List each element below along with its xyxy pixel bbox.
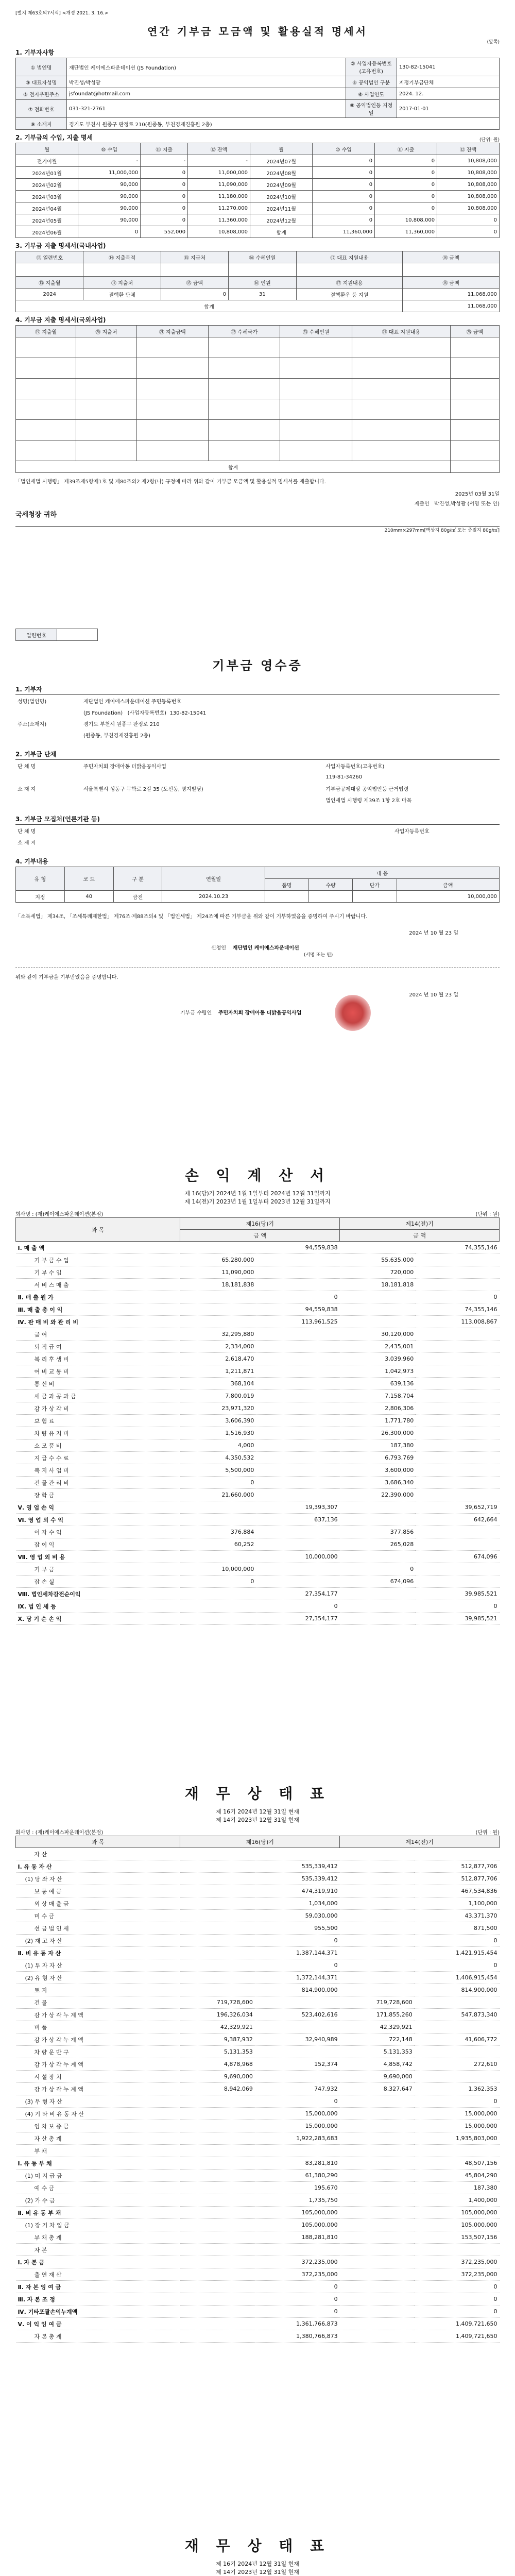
s2-row: 2024년01월 11,000,000 0 11,000,000 2024년08월 0 0 10,808,000 <box>16 167 500 179</box>
statement-row: Ⅵ. 영 업 외 수 익 637,136 642,664 <box>16 1514 500 1526</box>
official-seal-stamp <box>335 995 371 1031</box>
recipient-office: 국세청장 귀하 <box>15 511 57 519</box>
domestic-expense-table: ⑬ 일련번호 ⑭ 지출목적 ⑮ 지급처 ⑯ 수혜인원 ⑰ 대표 지원내용 ⑱ 금액 ⑬ 지출월 ⑭ 지출처 ⑮ 금액 ⑯ 인원 ⑰ 지원내용 ⑱ 금액 2024 결핵환 단체 0 31 결핵환우 등 지원 11,068,000 합계 11,068,000 <box>15 251 500 312</box>
s2-header-cell: ⑩ 수입 <box>313 143 375 155</box>
statement-row: (2) 유 형 자 산 1,372,144,371 1,406,915,454 <box>16 1972 500 1984</box>
statement-row: (1) 장 기 차 입 금 105,000,000 105,000,000 <box>16 2219 500 2231</box>
receipt-title: 기부금 영수증 <box>212 658 303 673</box>
section-4-title: 4. 기부금 지출 명세서(국외사업) <box>15 316 106 324</box>
statement-row: 감 가 상 각 누 계 액 196,326,034 523,402,616 171,855,260 547,873,340 <box>16 2009 500 2021</box>
income-statement-table: 과 목 제16(당)기 제14(전)기 금 액 금 액 Ⅰ. 매 출 액 94,559,838 74,355,146 기 부 금 수 입 65,280,000 55,635,000 기 부 수 입 11,090,000 720,000 서 비 스 매 출 18,181,838 18,181,818 Ⅱ. 매 출 원 가 0 0 Ⅲ. 매 출 총 이 익 94,559,838 74,355,146 Ⅳ. 판 매 비 와 관 리 비 113,961,525 113,008,867 급 여 32,295,880 30,120,000 퇴 직 급 여 2,334,000 2,435,001 복 리 후 생 비 2,618,470 3,039,960 여 비 교 통 비 1,211,871 1,042,973 통 신 비 368,104 639,136 세 금 과 공 과 금 7,800,019 7,158,704 감 가 상 각 비 23,971,320 2,806,306 보 험 료 3,606,390 1,771,780 차 량 유 지 비 1,516,930 26,300,000 소 모 품 비 4,000 187,380 지 급 수 수 료 4,350,532 6,793,769 복 지 사 업 비 5,500,000 3,600,000 건 물 관 리 비 0 3,686,340 장 학 금 21,660,000 22,390,000 Ⅴ. 영 업 손 익 19,393,307 39,652,719 Ⅵ. 영 업 외 수 익 637,136 642,664 이 자 수 익 376,884 377,856 잡 이 익 60,252 265,028 Ⅶ. 영 업 외 비 용 10,000,000 674,096 기 부 금 10,000,000 0 잡 손 실 0 674,096 Ⅷ. 법인세차감전순이익 27,354,177 39,985,521 Ⅸ. 법 인 세 등 0 0 Ⅹ. 당 기 순 손 익 27,354,177 39,985,521 <box>15 1217 500 1625</box>
statement-row: 장 학 금 21,660,000 22,390,000 <box>16 1489 500 1501</box>
receipt-fundraiser-table: 단 체 명 사업자등록번호 소 재 지 <box>18 828 430 846</box>
income-company: 회사명 : (재)케이에스파운데이션(본점) <box>15 1212 104 1217</box>
address-label: ⑨ 소재지 <box>16 118 67 130</box>
statement-row: 임 차 보 증 금 15,000,000 15,000,000 <box>16 2120 500 2132</box>
s2-row: 2024년05월 90,000 0 11,360,000 2024년12월 0 10,808,000 0 <box>16 214 500 226</box>
statement-row: 기 부 금 수 입 65,280,000 55,635,000 <box>16 1254 500 1266</box>
income-expense-table <box>15 143 500 238</box>
s2-header-cell: ⑪ 지출 <box>141 143 188 155</box>
receipt-section-4: 4. 기부내용 <box>15 858 48 865</box>
s2-header-cell: ⑩ 수입 <box>78 143 141 155</box>
statement-row: 자 산 총 계 1,922,283,683 1,935,803,000 <box>16 2132 500 2145</box>
statement-row: 시 설 장 치 9,690,000 9,690,000 <box>16 2071 500 2083</box>
statement-row: Ⅳ. 판 매 비 와 관 리 비 113,961,525 113,008,867 <box>16 1316 500 1328</box>
statement-row: 감 가 상 각 누 계 액 4,878,968 152,374 4,858,742 272,610 <box>16 2058 500 2071</box>
balance2-period-current: 제 16기 2024년 12월 31일 현재 <box>216 2561 299 2567</box>
submitter-label: 제출인 <box>414 501 430 507</box>
s2-header-cell: ⑫ 잔액 <box>437 143 500 155</box>
statement-row: 보 험 료 3,606,390 1,771,780 <box>16 1415 500 1427</box>
statement-row: (1) 당 좌 자 산 535,339,412 512,877,706 <box>16 1873 500 1885</box>
name-label: ① 법인명 <box>16 58 67 76</box>
address-value: 경기도 부천시 원종구 판정로 210(원종동, 부천경제진흥원 2층) <box>67 118 500 130</box>
statement-row: Ⅰ. 유 동 자 산 535,339,412 512,877,706 <box>16 1860 500 1873</box>
statement-row: 잡 손 실 0 674,096 <box>16 1575 500 1588</box>
statement-row: 외 상 매 출 금 1,034,000 1,100,000 <box>16 1897 500 1910</box>
bizno-label: ② 사업자등록번호(고유번호) <box>346 58 397 76</box>
statement-row: Ⅲ. 매 출 총 이 익 94,559,838 74,355,146 <box>16 1303 500 1316</box>
statement-row: 서 비 스 매 출 18,181,838 18,181,818 <box>16 1279 500 1291</box>
s2-row: 2024년03월 90,000 0 11,180,000 2024년10월 0 0 10,808,000 <box>16 191 500 202</box>
statement-row: 복 지 사 업 비 5,500,000 3,600,000 <box>16 1464 500 1477</box>
donation-content-row: 지정 40 금전 2024.10.23 10,000,000 <box>16 891 500 903</box>
statement-row: 여 비 교 통 비 1,211,871 1,042,973 <box>16 1365 500 1378</box>
s2-header-cell: ⑪ 지출 <box>375 143 437 155</box>
phone-value: 031-321-2761 <box>67 100 346 118</box>
section-1-title: 1. 기부자사항 <box>15 49 55 56</box>
s2-row: 2024년02월 90,000 0 11,090,000 2024년09월 0 0 10,808,000 <box>16 179 500 191</box>
receipt-org-table: 단 체 명 주민자치회 장애아동 더밝음공익사업 사업자등록번호(고유번호) 119-81-34260 소 재 지 서울특별시 성동구 무학로 2길 35 (도선동, 명지빌딩) 기부금공제대상 공익법인등 근거법령 법인세법 시행령 제39조 1항 2호 마목 <box>18 764 412 804</box>
income-statement-page <box>0 1154 515 1762</box>
statement-row: Ⅳ. 기타포괄손익누계액 0 0 <box>16 2306 500 2318</box>
confirm-date: 2024 년 10 월 23 일 <box>409 992 458 998</box>
submitter-value: 박진성,박성광 (서명 또는 인) <box>434 501 500 507</box>
recipient-value: 주민자치회 장애아동 더밝음공익사업 <box>218 1010 302 1016</box>
s2-row: 전기이월 - - - 2024년07월 0 0 10,808,000 <box>16 155 500 167</box>
balance-period-prior: 제 14기 2023년 12월 31일 현재 <box>216 1817 299 1823</box>
donation-content-table: 유 형 코 드 구 분 연월일 내 용 품명 수량 단가 금액 지정 40 금전 2024.10.23 10,000,000 <box>15 867 500 903</box>
statement-row: 급 여 32,295,880 30,120,000 <box>16 1328 500 1341</box>
overseas-expense-table: ⑲ 지출월 ⑳ 지출처 ㉑ 지출금액 ㉒ 수혜국가 ㉓ 수혜인원 ㉔ 대표 지원내용 ㉕ 금액 합계 <box>15 325 500 473</box>
income-period-prior: 제 14(전)기 2023년 1월 1일부터 2023년 12월 31일까지 <box>184 1198 331 1205</box>
statement-row: 자 본 총 계 1,380,766,873 1,409,721,650 <box>16 2330 500 2343</box>
applicant-value: 재단법인 케이에스파운데이션 <box>232 945 299 951</box>
statement-row: Ⅴ. 영 업 손 익 19,393,307 39,652,719 <box>16 1501 500 1514</box>
statement-row: Ⅴ. 이 익 잉 여 금 1,361,766,873 1,409,721,650 <box>16 2318 500 2330</box>
submit-date: 2025년 03월 31일 <box>455 492 500 497</box>
statement-row: 자 산 <box>16 1848 500 1860</box>
applicant-sign: (서명 또는 인) <box>304 953 333 958</box>
statement-row: 세 금 과 공 과 금 7,800,019 7,158,704 <box>16 1390 500 1402</box>
statement-row: 복 리 후 생 비 2,618,470 3,039,960 <box>16 1353 500 1365</box>
fy-value: 2024. 12. <box>397 88 499 100</box>
fy-label: ⑥ 사업연도 <box>346 88 397 100</box>
statement-row: Ⅷ. 법인세차감전순이익 27,354,177 39,985,521 <box>16 1588 500 1600</box>
designation-date-label: ⑧ 공익법인등 지정일 <box>346 100 397 118</box>
statement-row: 미 수 금 59,030,000 43,371,370 <box>16 1910 500 1922</box>
email-value: jsfoundat@hotmail.com <box>67 88 346 100</box>
receipt-section-3: 3. 기부금 모집처(언론기관 등) <box>15 816 100 823</box>
balance2-period-prior: 제 14기 2023년 12월 31일 현재 <box>216 2569 299 2575</box>
statement-row: 건 물 719,728,600 719,728,600 <box>16 1996 500 2009</box>
page-mark: (앞쪽) <box>487 40 500 45</box>
rep-value: 박진성/박성광 <box>67 76 346 88</box>
domestic-expense-row: 2024 결핵환 단체 0 31 결핵환우 등 지원 11,068,000 <box>16 289 500 300</box>
s2-header-cell: ⑫ 잔액 <box>188 143 250 155</box>
balance-period-current: 제 16기 2024년 12월 31일 현재 <box>216 1808 299 1815</box>
applicant-label: 신청인 <box>211 945 226 951</box>
balance-sheet-page <box>0 1772 515 2514</box>
statement-row: 비 품 42,329,921 42,329,921 <box>16 2021 500 2033</box>
section-3-title: 3. 기부금 지출 명세서(국내사업) <box>15 242 106 249</box>
s2-row: 2024년04월 90,000 0 11,270,000 2024년11월 0 0 10,808,000 <box>16 202 500 214</box>
statement-row: 기 부 금 10,000,000 0 <box>16 1563 500 1575</box>
statement-row: (2) 재 고 자 산 0 0 <box>16 1935 500 1947</box>
receipt-section-2: 2. 기부금 단체 <box>15 751 57 758</box>
statement-row: 통 신 비 368,104 639,136 <box>16 1378 500 1390</box>
donation-statement-page <box>0 0 515 608</box>
statement-row: 자 본 <box>16 2244 500 2256</box>
statement-row: 이 자 수 익 376,884 377,856 <box>16 1526 500 1538</box>
statement-row: Ⅲ. 자 본 조 정 0 0 <box>16 2293 500 2306</box>
income-statement-title: 손 익 계 산 서 <box>184 1167 331 1184</box>
email-label: ⑤ 전자우편주소 <box>16 88 67 100</box>
bizno-value: 130-82-15041 <box>397 58 499 76</box>
statement-row: 토 지 814,900,000 814,900,000 <box>16 1984 500 1996</box>
statement-row: Ⅱ. 비 유 동 부 채 105,000,000 105,000,000 <box>16 2207 500 2219</box>
statement-row: 예 수 금 195,670 187,380 <box>16 2182 500 2194</box>
domestic-expense-total: 합계 11,068,000 <box>16 300 500 312</box>
balance-company: 회사명 : (재)케이에스파운데이션(본점) <box>15 1830 104 1836</box>
designation-date-value: 2017-01-01 <box>397 100 499 118</box>
s2-row: 2024년06월 0 552,000 10,808,000 합계 11,360,000 11,360,000 0 <box>16 226 500 238</box>
receipt-section-1: 1. 기부자 <box>15 686 42 693</box>
balance-sheet-table: 과 목 제16(당)기 제14(전)기 자 산 Ⅰ. 유 동 자 산 535,339,412 512,877,706 (1) 당 좌 자 산 535,339,412 512,877,706 보 통 예 금 474,319,910 467,534,836 외 상 매 출 금 1,034,000 1,100,000 미 수 금 59,030,000 43,371,370 선 급 법 인 세 955,500 871,500 (2) 재 고 자 산 0 0 Ⅱ. 비 유 동 자 산 1,387,144,371 1,421,915,454 (1) 투 자 자 산 0 0 (2) 유 형 자 산 1,372,144,371 1,406,915,454 토 지 814,900,000 814,900,000 건 물 719,728,600 719,728,600 감 가 상 각 누 계 액 196,326,034 523,402,616 171,855,260 547,873,340 비 품 42,329,921 42,329,921 감 가 상 각 누 계 액 9,387,932 32,940,989 722,148 41,606,772 차 량 운 반 구 5,131,353 5,131,353 감 가 상 각 누 계 액 4,878,968 152,374 4,858,742 272,610 시 설 장 치 9,690,000 9,690,000 감 가 상 각 누 계 액 8,942,069 747,932 8,327,647 1,362,353 (3) 무 형 자 산 0 0 (4) 기 타 비 유 동 자 산 15,000,000 15,000,000 임 차 보 증 금 15,000,000 15,000,000 자 산 총 계 1,922,283,683 1,935,803,000 부 채 Ⅰ. 유 동 부 채 83,281,810 48,507,156 (1) 미 지 급 금 61,380,290 45,804,290 예 수 금 195,670 187,380 (2) 가 수 금 1,735,750 1,400,000 Ⅱ. 비 유 동 부 채 105,000,000 105,000,000 (1) 장 기 차 입 금 105,000,000 105,000,000 부 채 총 계 188,281,810 153,507,156 자 본 Ⅰ. 자 본 금 372,235,000 372,235,000 출 연 재 산 372,235,000 372,235,000 Ⅱ. 자 본 잉 여 금 0 0 Ⅲ. 자 본 조 정 0 0 Ⅳ. 기타포괄손익누계액 0 0 Ⅴ. 이 익 잉 여 금 1,361,766,873 1,409,721,650 자 본 총 계 1,380,766,873 1,409,721,650 <box>15 1836 500 2343</box>
receipt-law-text: 「소득세법」 제34조, 「조세특례제한법」 제76조·제88조의4 및 「법인세법」 제24조에 따른 기부금을 위와 같이 기부하였음을 증명하여 주시기 바랍니다. <box>15 914 368 920</box>
statement-row: Ⅰ. 유 동 부 채 83,281,810 48,507,156 <box>16 2157 500 2170</box>
statement-row: (1) 투 자 자 산 0 0 <box>16 1959 500 1972</box>
statement-row: (2) 가 수 금 1,735,750 1,400,000 <box>16 2194 500 2207</box>
receipt-donor-table: 성명(법인명) 재단법인 케이에스파운데이션 주민등록번호 (JS Foundation) (사업자등록번호) 130-82-15041 주소(소재지) 경기도 부천시 원종구 판정로 210 (원종동, 부천경제진흥원 2층) <box>18 699 207 739</box>
statement-row: 선 급 법 인 세 955,500 871,500 <box>16 1922 500 1935</box>
statement-row: Ⅰ. 자 본 금 372,235,000 372,235,000 <box>16 2256 500 2268</box>
balance-sheet-page-2 <box>0 2524 515 2576</box>
statement-row: Ⅱ. 매 출 원 가 0 0 <box>16 1291 500 1303</box>
statement-row: Ⅹ. 당 기 순 손 익 27,354,177 39,985,521 <box>16 1613 500 1625</box>
phone-label: ⑦ 전화번호 <box>16 100 67 118</box>
statement-row: 감 가 상 각 누 계 액 8,942,069 747,932 8,327,647 1,362,353 <box>16 2083 500 2095</box>
statement-row: 감 가 상 각 누 계 액 9,387,932 32,940,989 722,148 41,606,772 <box>16 2033 500 2046</box>
confirm-text: 위와 같이 기부금을 기부받았음을 증명합니다. <box>15 975 118 980</box>
statement-row: 소 모 품 비 4,000 187,380 <box>16 1439 500 1452</box>
balance-sheet-2-title: 재 무 상 태 표 <box>184 2537 331 2554</box>
section-2-title: 2. 기부금의 수입, 지출 명세 <box>15 134 93 141</box>
statement-row: 차 량 유 지 비 1,516,930 26,300,000 <box>16 1427 500 1439</box>
statement-row: 건 물 관 리 비 0 3,686,340 <box>16 1477 500 1489</box>
statement-row: 부 채 <box>16 2145 500 2157</box>
statement-title: 연간 기부금 모금액 및 활용실적 명세서 <box>147 25 368 38</box>
statement-row: 출 연 재 산 372,235,000 372,235,000 <box>16 2268 500 2281</box>
statement-row: (3) 무 형 자 산 0 0 <box>16 2095 500 2108</box>
statement-row: (1) 미 지 급 금 61,380,290 45,804,290 <box>16 2170 500 2182</box>
statement-row: 잡 이 익 60,252 265,028 <box>16 1538 500 1551</box>
statement-row: Ⅶ. 영 업 외 비 용 10,000,000 674,096 <box>16 1551 500 1563</box>
law-note: 「법인세법 시행령」 제39조제5항제1호 및 제80조의2 제2항(나) 규정에 따라 위와 같이 기부금 모금액 및 활용실적 명세서를 제출합니다. <box>15 479 326 485</box>
serial-box <box>15 629 98 641</box>
balance-sheet-title: 재 무 상 태 표 <box>184 1785 331 1802</box>
income-period-current: 제 16(당)기 2024년 1월 1일부터 2024년 12월 31일까지 <box>184 1190 331 1197</box>
statement-row: Ⅱ. 비 유 동 자 산 1,387,144,371 1,421,915,454 <box>16 1947 500 1959</box>
form-note: [별지 제63호의7서식] <개정 2021. 3. 16.> <box>15 11 109 16</box>
type-value: 지정기부금단체 <box>397 76 499 88</box>
unit-label: (단위: 원) <box>479 138 500 143</box>
statement-row: Ⅱ. 자 본 잉 여 금 0 0 <box>16 2281 500 2293</box>
s2-header-cell: 월 <box>16 143 78 155</box>
statement-row: 퇴 직 급 여 2,334,000 2,435,001 <box>16 1341 500 1353</box>
income-unit: (단위 : 원) <box>475 1212 500 1217</box>
statement-row: Ⅸ. 법 인 세 등 0 0 <box>16 1600 500 1613</box>
donation-receipt-page <box>0 618 515 1144</box>
statement-row: 감 가 상 각 비 23,971,320 2,806,306 <box>16 1402 500 1415</box>
donor-info-table <box>15 58 500 130</box>
paper-note: 210mm×297mm[백상지 80g/㎡ 또는 중질지 80g/㎡] <box>384 528 500 533</box>
statement-row: 차 량 운 반 구 5,131,353 5,131,353 <box>16 2046 500 2058</box>
statement-row: Ⅰ. 매 출 액 94,559,838 74,355,146 <box>16 1242 500 1254</box>
statement-row: 부 채 총 계 188,281,810 153,507,156 <box>16 2231 500 2244</box>
statement-row: 보 통 예 금 474,319,910 467,534,836 <box>16 1885 500 1897</box>
type-label: ④ 공익법인 구분 <box>346 76 397 88</box>
recipient-label: 기부금 수령인 <box>180 1010 212 1016</box>
name-value: 재단법인 케이에스파운데이션 (JS Foundation) <box>67 58 346 76</box>
statement-row: (4) 기 타 비 유 동 자 산 15,000,000 15,000,000 <box>16 2108 500 2120</box>
statement-row: 지 급 수 수 료 4,350,532 6,793,769 <box>16 1452 500 1464</box>
request-date: 2024 년 10 월 23 일 <box>409 930 458 936</box>
statement-row: 기 부 수 입 11,090,000 720,000 <box>16 1266 500 1279</box>
serial-label: 일련번호 <box>16 629 57 641</box>
s2-header-cell: 월 <box>250 143 312 155</box>
rep-label: ③ 대표자성명 <box>16 76 67 88</box>
balance-unit: (단위 : 원) <box>475 1830 500 1836</box>
